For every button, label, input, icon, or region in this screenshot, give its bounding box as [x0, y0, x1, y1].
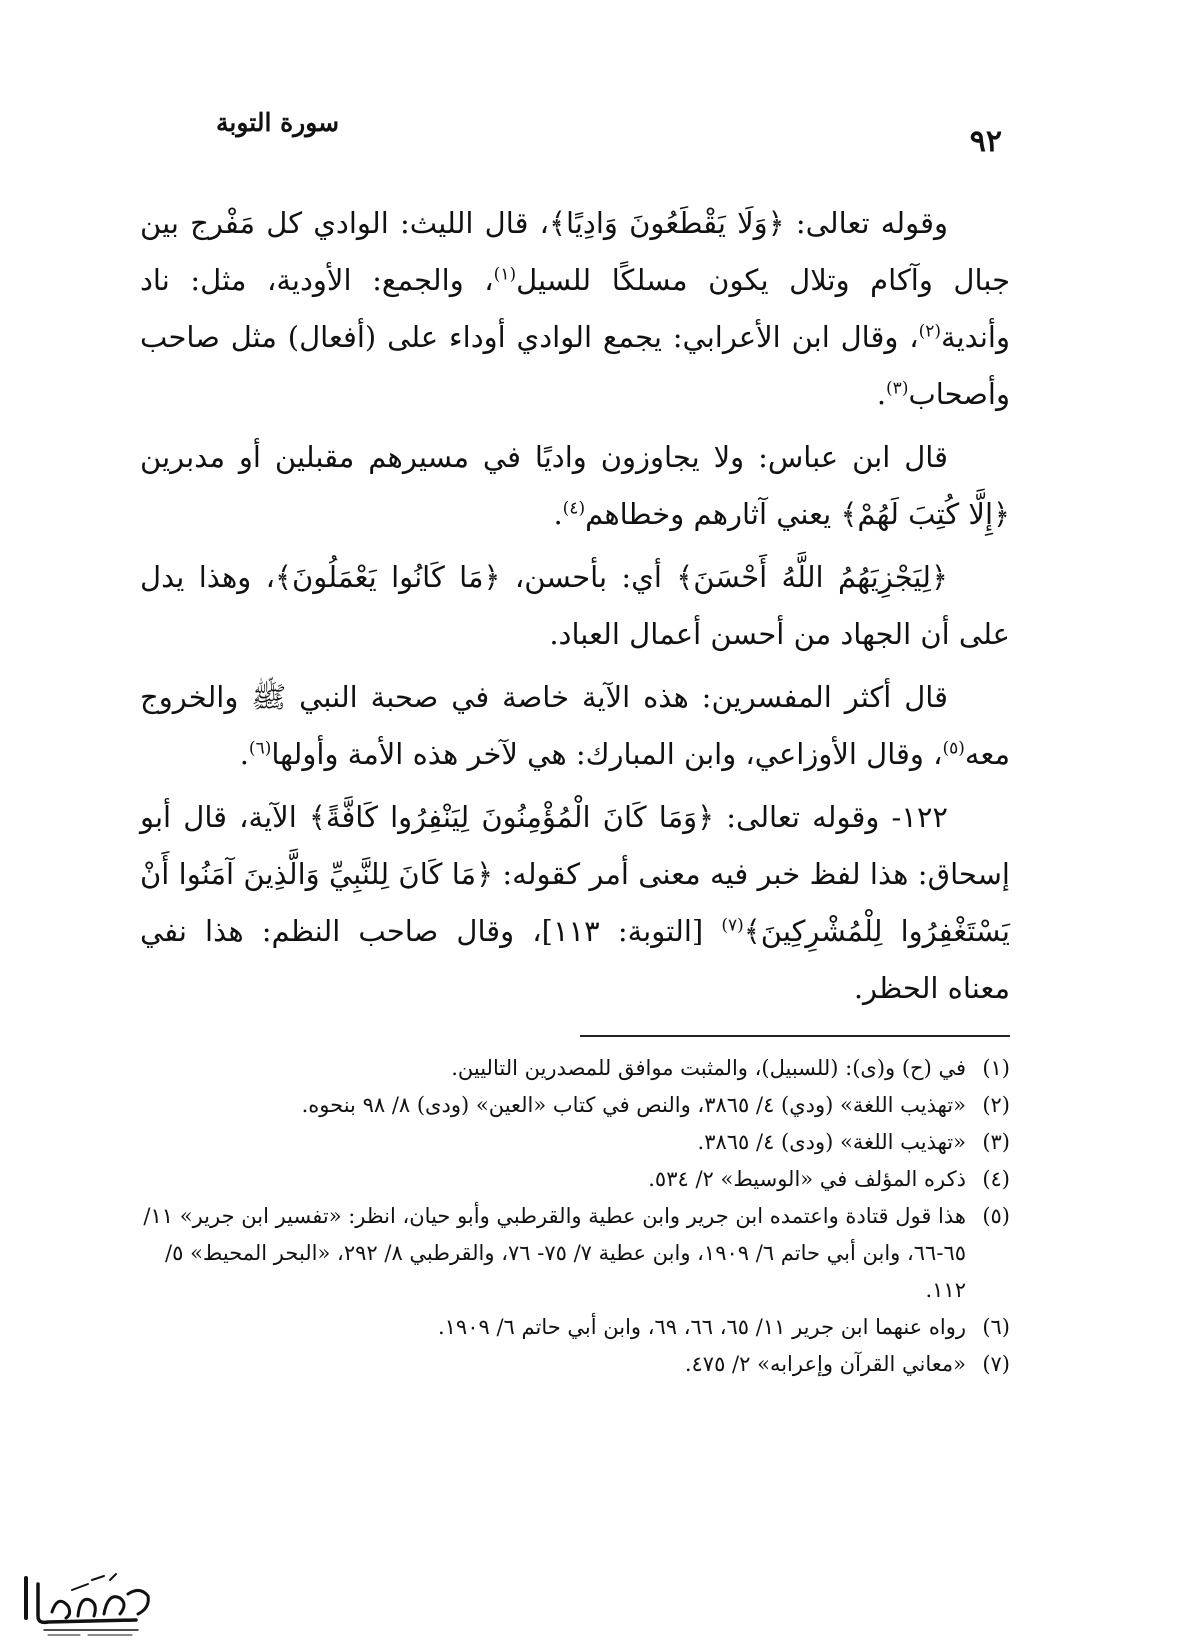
- paragraph-ibn-abbas: [140, 429, 1010, 543]
- footnote-number: (٤): [982, 1167, 1010, 1191]
- text-run: [التوبة: ١١٣]، وقال صاحب النظم: هذا نفي معناه الحظر.: [140, 914, 1010, 1005]
- footnote-text: ذكره المؤلف في «الوسيط» ٢/ ٥٣٤.: [648, 1167, 966, 1191]
- footnote-ref-4[interactable]: (٤): [562, 498, 586, 519]
- text-run: ، وقال ابن الأعرابي: يجمع الوادي أوداء على (أفعال) مثل صاحب وأصحاب: [140, 320, 1010, 411]
- quran-verse: ﴿وَمَا كَانَ الْمُؤْمِنُونَ لِيَنْفِرُوا كَافَّةً﴾: [308, 800, 715, 834]
- footnote-text: «تهذيب اللغة» (ودي) ٤/ ٣٨٦٥، والنص في كتاب «العين» (ودى) ٨/ ٩٨ بنحوه.: [301, 1093, 966, 1117]
- text-run: وقوله تعالى:: [784, 206, 948, 240]
- footnote-3: [140, 1124, 1010, 1161]
- text-run: ، والجمع: الأودية، مثل: ناد وأندية: [140, 263, 1010, 354]
- quran-verse: ﴿مَا كَانُوا يَعْمَلُونَ﴾: [275, 560, 501, 594]
- quran-verse: ﴿مَا كَانَ لِلنَّبِيِّ وَالَّذِينَ آمَنُوا أَنْ يَسْتَغْفِرُوا لِلْمُشْرِكِينَ﴾: [140, 857, 1011, 948]
- text-run: قال أكثر المفسرين: هذه الآية خاصة في صحبة النبي ﷺ والخروج معه: [140, 680, 1010, 771]
- footnote-ref-1[interactable]: (١): [493, 264, 517, 285]
- footnote-number: (٦): [982, 1315, 1010, 1339]
- text-run: .: [553, 497, 563, 531]
- footnote-7: [140, 1346, 1010, 1383]
- main-text: [140, 195, 1010, 1023]
- footnote-2: [140, 1087, 1010, 1124]
- text-run: أي: بأحسن،: [500, 560, 677, 594]
- footnote-text: «معاني القرآن وإعرابه» ٢/ ٤٧٥.: [684, 1352, 966, 1376]
- surah-title: سورة التوبة: [216, 108, 340, 137]
- footnote-number: (٢): [982, 1093, 1010, 1117]
- footnote-text: رواه عنهما ابن جرير ١١/ ٦٥، ٦٦، ٦٩، وابن أبي حاتم ٦/ ١٩٠٩.: [437, 1315, 966, 1339]
- quran-verse: ﴿إِلَّا كُتِبَ لَهُمْ﴾: [840, 497, 1010, 531]
- paragraph-verse-122: [140, 789, 1010, 1017]
- footnote-4: [140, 1161, 1010, 1198]
- text-run: قال ابن عباس: ولا يجاوزون واديًا في مسيرهم مقبلين أو مدبرين: [140, 440, 948, 474]
- footnote-number: (٣): [982, 1130, 1010, 1154]
- footnote-text: في (ح) و(ى): (للسبيل)، والمثبت موافق للمصدرين التاليين.: [451, 1056, 966, 1080]
- text-run: الآية، قال أبو إسحاق: هذا لفظ خبر فيه معنى أمر كقوله:: [140, 800, 1010, 891]
- text-run: ، قال الليث: الوادي كل مَفْرج بين جبال وآكام وتلال يكون مسلكًا للسيل: [140, 206, 1011, 297]
- quran-verse: ﴿وَلَا يَقْطَعُونَ وَادِيًا﴾: [549, 206, 785, 240]
- footnote-text: هذا قول قتادة واعتمده ابن جرير وابن عطية والقرطبي وأبو حيان، انظر: «تفسير ابن جرير» ١١/ ٦٥-٦٦، وابن أبي حاتم ٦/ ١٩٠٩، وابن عطية ٧/ ٧٥- ٧٦، والقرطبي ٨/ ٢٩٢، «البحر المحيط» ٥/ ١١٢.: [143, 1204, 966, 1302]
- footnote-ref-5[interactable]: (٥): [942, 738, 965, 759]
- footnote-text: «تهذيب اللغة» (ودى) ٤/ ٣٨٦٥.: [697, 1130, 966, 1154]
- footnote-1: [140, 1050, 1010, 1087]
- text-run: يعني آثارهم وخطاهم: [585, 497, 841, 531]
- footnote-number: (٥): [982, 1204, 1010, 1228]
- paragraph-mufassirin: [140, 669, 1010, 783]
- page-header: [210, 108, 1010, 168]
- footnote-divider: [580, 1035, 1010, 1037]
- calligraphy-watermark-logo: [8, 1550, 158, 1640]
- footnotes-list: [140, 1050, 1010, 1383]
- footnote-number: (١): [982, 1056, 1010, 1080]
- calligraphy-logo-icon: [8, 1550, 158, 1640]
- text-run: .: [239, 737, 249, 771]
- footnote-ref-3[interactable]: (٣): [886, 378, 909, 399]
- footnote-ref-6[interactable]: (٦): [248, 738, 272, 759]
- footnote-5: [140, 1198, 1010, 1309]
- page-number: ٩٢: [969, 124, 1002, 159]
- quran-verse: ﴿لِيَجْزِيَهُمُ اللَّهُ أَحْسَنَ﴾: [676, 560, 948, 594]
- footnote-number: (٧): [982, 1352, 1010, 1376]
- footnote-ref-7[interactable]: (٧): [721, 915, 744, 936]
- text-run: ، وقال الأوزاعي، وابن المبارك: هي لآخر هذه الأمة وأولها: [271, 737, 943, 771]
- paragraph-wadi: [140, 195, 1010, 423]
- paragraph-jihad: [140, 549, 1010, 663]
- footnote-6: [140, 1309, 1010, 1346]
- text-run: ١٢٢- وقوله تعالى:: [714, 800, 949, 834]
- footnote-ref-2[interactable]: (٢): [918, 321, 942, 342]
- text-run: ، وهذا يدل على أن الجهاد من أحسن أعمال العباد.: [140, 560, 1010, 651]
- text-run: .: [876, 377, 887, 411]
